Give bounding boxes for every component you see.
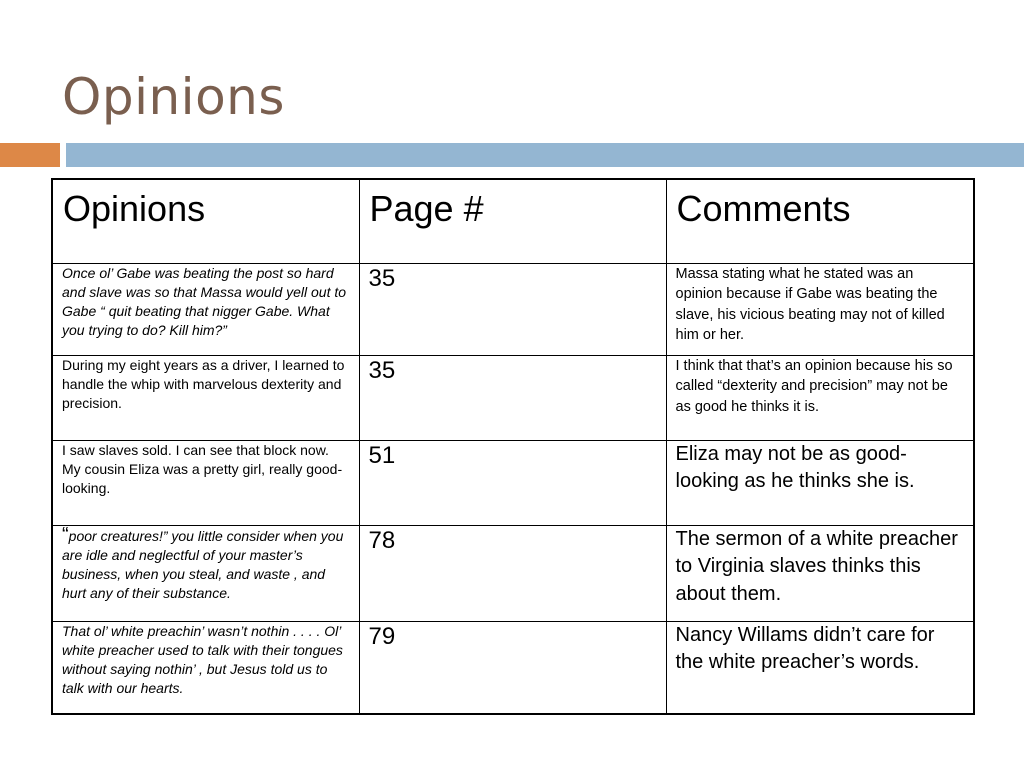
comment-cell: The sermon of a white preacher to Virginia slaves thinks this about them. xyxy=(666,525,974,621)
slide-title: Opinions xyxy=(62,68,285,126)
opinion-quote-cell: That ol’ white preachin’ wasn’t nothin . . . . Ol’ white preacher used to talk with their tongues without saying nothin’ , but Jesus told us to talk with our hearts. xyxy=(52,621,359,714)
opinion-quote-cell xyxy=(52,525,359,621)
opinions-table xyxy=(51,178,975,715)
page-number-cell: 35 xyxy=(359,355,666,440)
opinion-quote-cell: I saw slaves sold. I can see that block now. My cousin Eliza was a pretty girl, really good-looking. xyxy=(52,440,359,525)
header-opinions: Opinions xyxy=(52,179,359,263)
header-page-number: Page # xyxy=(359,179,666,263)
header-comments: Comments xyxy=(666,179,974,263)
accent-bar xyxy=(0,143,60,167)
opinion-quote-cell: Once ol’ Gabe was beating the post so hard and slave was so that Massa would yell out to Gabe “ quit beating that nigger Gabe. What you trying to do? Kill him?” xyxy=(52,263,359,355)
page-number-cell: 79 xyxy=(359,621,666,714)
table-row xyxy=(52,355,974,440)
page-number-cell: 78 xyxy=(359,525,666,621)
comment-cell: Eliza may not be as good-looking as he thinks she is. xyxy=(666,440,974,525)
page-number-cell: 35 xyxy=(359,263,666,355)
comment-cell: I think that that’s an opinion because his so called “dexterity and precision” may not be as good he thinks it is. xyxy=(666,355,974,440)
title-rule-bar xyxy=(66,143,1024,167)
table-row xyxy=(52,621,974,714)
open-quote-mark: “ xyxy=(62,525,69,546)
page-number-cell: 51 xyxy=(359,440,666,525)
opinion-quote-cell: During my eight years as a driver, I learned to handle the whip with marvelous dexterity and precision. xyxy=(52,355,359,440)
comment-cell: Massa stating what he stated was an opinion because if Gabe was beating the slave, his vicious beating may not of killed him or her. xyxy=(666,263,974,355)
table-row xyxy=(52,525,974,621)
table-row xyxy=(52,263,974,355)
comment-cell: Nancy Willams didn’t care for the white preacher’s words. xyxy=(666,621,974,714)
table-row xyxy=(52,440,974,525)
table-header-row xyxy=(52,179,974,263)
opinion-quote-text: poor creatures!” you little consider when you are idle and neglectful of your master’s business, when you steal, and waste , and hurt any of their substance. xyxy=(62,527,344,601)
